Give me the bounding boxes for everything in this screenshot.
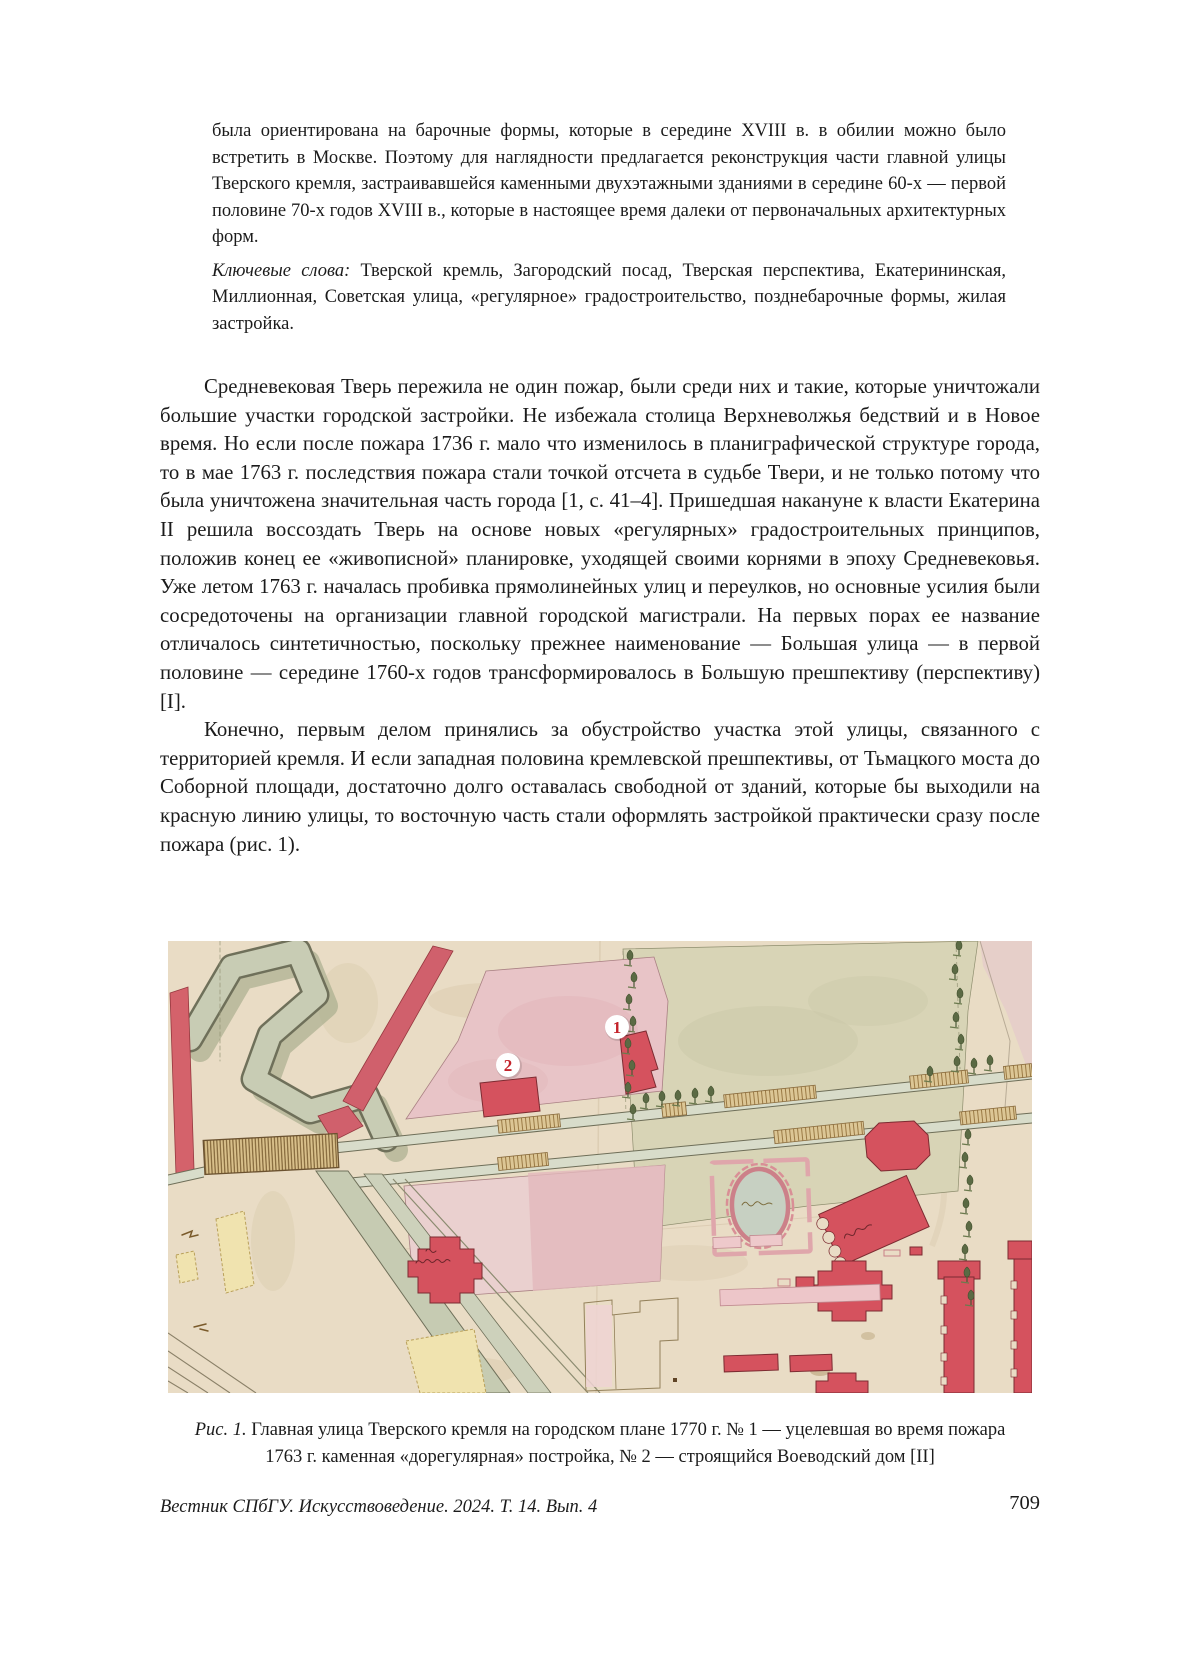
- figure-caption: [168, 1417, 1032, 1471]
- abstract-text: была ориентирована на барочные формы, которые в середине XVIII в. в обилии можно было встретить в Москве. Поэтому для наглядности предлагается реконструкция части главной улицы Тверского кремля, застраивавшейся каменными двухэтажными зданиями в середине 60-х — первой половине 70-х годов XVIII в., которые в настоящее время далеки от первоначальных архитектурных форм.: [212, 121, 1006, 247]
- keywords-text: Тверской кремль, Загородский посад, Тверская перспектива, Екатерининская, Миллионная, Советская улица, «регулярное» градостроительство, позднебарочные формы, жилая застройка.: [212, 260, 1006, 334]
- figure-1: [168, 941, 1032, 1471]
- marker-2-number: 2: [503, 1056, 513, 1075]
- map-marker-2: [496, 1053, 522, 1079]
- building-2: [480, 1077, 540, 1117]
- bridge: [203, 1134, 339, 1175]
- body-paragraph-1: Средневековая Тверь пережила не один пожар, были среди них и такие, которые уничтожали большие участки городской застройки. Не избежала столица Верхневолжья бедствий и в Новое время. Но если после пожара 1736 г. мало что изменилось в планиграфической структуре города, то в мае 1763 г. последствия пожара стали точкой отсчета в судьбе Твери, и не только потому что была уничтожена значительная часть города [1, с. 41–4]. Пришедшая накануне к власти Екатерина II решила воссоздать Тверь на основе новых «регулярных» градостроительных принципов, положив конец ее «живописной» планировке, уходящей своими корнями в эпоху Средневековья. Уже летом 1763 г. началась пробивка прямолинейных улиц и переулков, но основные усилия были сосредоточены на организации главной городской магистрали. На первых порах ее название отличалось синтетичностью, поскольку прежнее наименование — Большая улица — в первой половине — середине 1760-х годов трансформировалось в Большую прешпективу (перспективу) [I].: [160, 375, 1040, 713]
- octagon-building: [865, 1121, 930, 1171]
- map-marker-1: [605, 1015, 631, 1041]
- figure-caption-label: Рис. 1.: [194, 1420, 247, 1440]
- marker-1-number: 1: [612, 1018, 622, 1037]
- page-number: 709: [1009, 1492, 1040, 1514]
- keywords: [212, 258, 1006, 338]
- historic-map-image: [168, 941, 1032, 1393]
- abstract-section: [212, 118, 1006, 337]
- body-paragraph-2: Конечно, первым делом принялись за обустройство участка этой улицы, связанного с территорией кремля. И если западная половина кремлевской прешпективы, от Тьмацкого моста до Соборной площади, достаточно долго оставалась свободной от зданий, которые бы выходили на красную линию улицы, то восточную часть стали оформлять застройкой практически сразу после пожара (рис. 1).: [160, 718, 1040, 856]
- article-body: [160, 373, 1040, 859]
- journal-reference: Вестник СПбГУ. Искусствоведение. 2024. Т. 14. Вып. 4: [160, 1497, 598, 1517]
- keywords-label: Ключевые слова:: [212, 260, 351, 281]
- figure-caption-text: Главная улица Тверского кремля на городском плане 1770 г. № 1 — уцелевшая во время пожара 1763 г. каменная «дорегулярная» постройка, № 2 — строящийся Воеводский дом [II]: [246, 1420, 1006, 1467]
